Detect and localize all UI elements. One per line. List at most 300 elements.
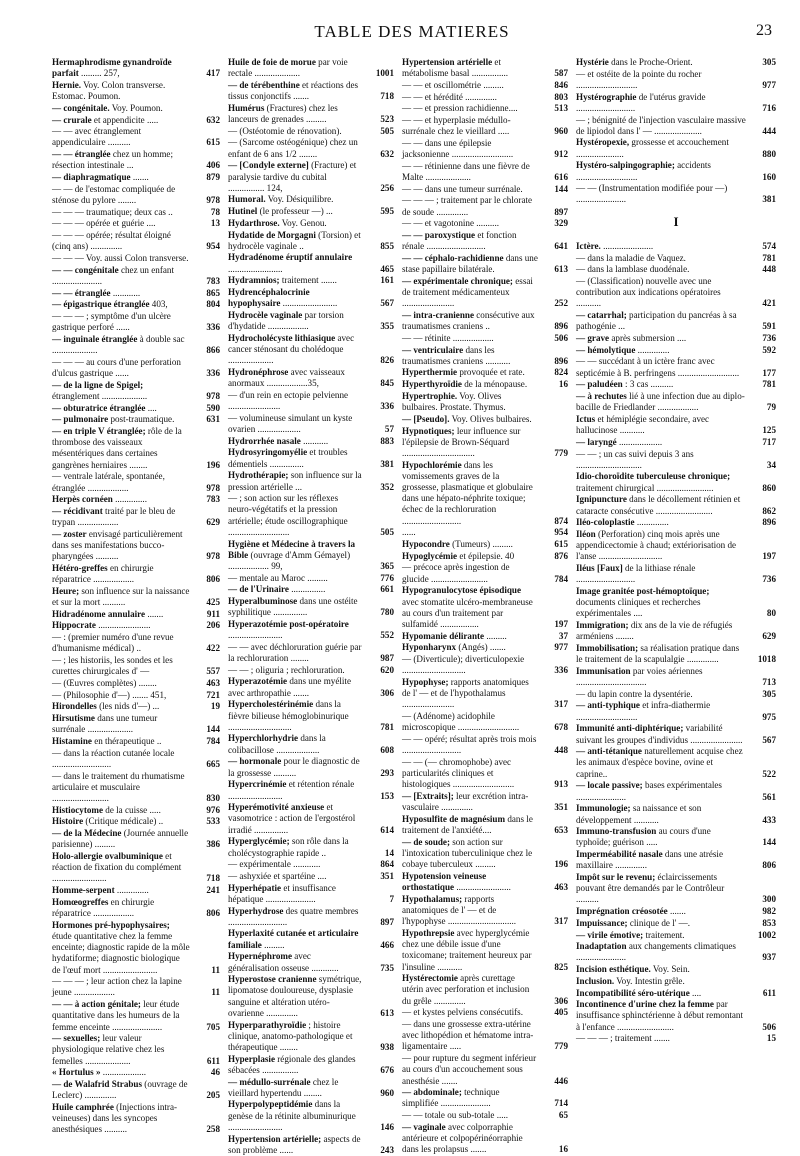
entry-term: Iléus [Faux] — [576, 563, 623, 574]
entry-page-number: 46 — [210, 1067, 220, 1078]
index-entry — [52, 655, 220, 677]
entry-page-number: 860 — [762, 482, 776, 493]
entry-details: chez un homme; résection intestinale ... — [52, 149, 173, 171]
index-entry — [402, 1007, 568, 1018]
entry-term: Hystérectomie — [402, 973, 458, 984]
entry-term: Hypogranulocytose épisodique — [402, 585, 521, 596]
entry-page-number: 783 — [206, 275, 220, 286]
entry-details: — mentale au Maroc ......... — [228, 572, 328, 583]
index-entry — [402, 218, 568, 229]
entry-term: Inclusion. — [576, 975, 615, 986]
entry-details: — — dans une tumeur surrénale. — [402, 183, 523, 194]
index-entry — [402, 1053, 568, 1087]
entry-term: Imperméabilité nasale — [576, 849, 663, 860]
entry-details: rapports anatomiques de l' — et de l'hypophyse .............................. — [402, 893, 517, 927]
entry-details: (Tumeurs) ......... — [449, 539, 513, 550]
entry-details: et vasomotrice : action de l'ergostérol irradié ............... — [228, 802, 356, 835]
entry-term: — — étranglée — [52, 287, 111, 298]
entry-page-number: 611 — [206, 1055, 220, 1066]
entry-details: — — totale ou sub-totale ..... — [402, 1110, 509, 1121]
entry-details: ................... — [100, 1067, 146, 1078]
index-entry — [228, 699, 394, 733]
entry-term: — [Condyle externe] — [228, 160, 309, 171]
index-column-2 — [228, 57, 394, 1155]
index-entry — [576, 160, 776, 182]
entry-page-number: 784 — [554, 573, 568, 584]
index-entry — [402, 391, 568, 413]
entry-details: ........................ — [228, 263, 283, 274]
entry-details: — — ; un cas suivi depuis 3 ans ............................. — [576, 448, 694, 470]
entry-page-number: 615 — [206, 137, 220, 148]
index-entry — [576, 666, 776, 688]
entry-details: dans une myélite avec arthropathie ....... — [228, 676, 351, 698]
entry-term: Hypnotiques; — [402, 425, 455, 436]
entry-page-number: 713 — [762, 677, 776, 688]
entry-term: — vaginale — [402, 1121, 446, 1132]
entry-details: participation du pancréas à sa pathogénie ... — [576, 310, 737, 332]
entry-details: et hémiplégie secondaire, avec hallucinose ........... — [576, 413, 710, 436]
index-entry — [402, 184, 568, 195]
entry-details: dans le Proche-Orient. — [608, 57, 693, 67]
index-entry — [576, 689, 776, 700]
index-entry — [52, 426, 220, 471]
index-entry — [228, 1077, 394, 1099]
index-column-3 — [402, 57, 568, 1155]
entry-page-number: 960 — [554, 126, 568, 137]
index-entry — [402, 460, 568, 527]
index-entry — [228, 230, 394, 252]
entry-details: — pour rupture du segment inférieur au cours d'un accouchement sous anesthésie ....... — [402, 1053, 537, 1086]
entry-term: Incontinence d'urine chez la femme — [576, 999, 714, 1010]
entry-term: — intra-cranienne — [402, 309, 474, 320]
entry-details: — — avec étranglement appendiculaire .......... — [52, 126, 142, 148]
entry-details: — : (premier numéro d'une revue d'humanisme médical) .. — [52, 632, 174, 654]
entry-term: Hypomanie délirante — [402, 630, 485, 641]
entry-page-number: 714 — [554, 1098, 568, 1109]
index-entry — [576, 930, 776, 941]
index-entry — [228, 676, 394, 698]
entry-details: et métabolisme basal ................ — [402, 57, 509, 79]
entry-term: — médullo-surrénale — [228, 1076, 311, 1087]
entry-term: Hyperhépatie — [228, 882, 282, 893]
entry-page-number: 552 — [380, 630, 394, 641]
entry-details: — ventrale latérale, spontanée, étranglée .................. — [52, 471, 165, 493]
entry-term: Immigration; — [576, 620, 629, 631]
entry-term: — épigastrique étranglée — [52, 299, 150, 310]
entry-page-number: 896 — [554, 355, 568, 366]
entry-term: Impuissance; — [576, 917, 628, 928]
entry-term: Idio-choroïdite tuberculeuse chronique; — [576, 471, 731, 482]
entry-details: — — — opérée et guérie .... — [52, 218, 156, 229]
index-entry — [52, 736, 220, 747]
entry-page-number: 557 — [206, 666, 220, 677]
entry-details: ............ — [110, 287, 141, 298]
entry-details: avec hyperglycémie chez une débile issue d'une toxicomane; traitement heureux par l'insuline ........... — [402, 927, 532, 972]
index-entry — [576, 529, 776, 563]
index-entry — [576, 137, 776, 159]
entry-page-number: 293 — [380, 767, 394, 778]
index-entry — [228, 871, 394, 882]
entry-details: dans la fièvre bilieuse hémoglobinurique ............................ — [228, 699, 349, 732]
entry-page-number: 146 — [380, 1121, 394, 1132]
index-entry — [576, 849, 776, 871]
entry-page-number: 781 — [762, 252, 776, 263]
entry-details: — — (— chromophobe) avec particularités cliniques et histologiques ........................... — [402, 756, 515, 790]
entry-page-number: 125 — [762, 425, 776, 436]
entry-details: leur étude quantitative dans les humeurs de la femme enceinte ...................... — [52, 999, 180, 1032]
entry-details: (le professeur —) ... — [257, 206, 333, 217]
entry-term: Huile de foie de morue — [228, 57, 316, 67]
entry-page-number: 463 — [206, 677, 220, 688]
entry-term: Heure; — [52, 585, 80, 596]
entry-page-number: 736 — [762, 332, 776, 343]
entry-page-number: 336 — [380, 401, 394, 412]
entry-details: bases expérimentales ...................... — [576, 780, 722, 802]
entry-term: — congénitale. — [52, 102, 110, 113]
entry-term: Hyposulfite de magnésium — [402, 813, 506, 824]
entry-details: 403, — [149, 299, 168, 310]
entry-page-number: 735 — [380, 962, 394, 973]
entry-term: — — congénitale — [52, 264, 119, 275]
entry-page-number: 144 — [206, 724, 220, 735]
entry-details: et épilepsie. 40 — [457, 550, 515, 561]
entry-details: rôle de la thrombose des vaisseaux mésentériques dans certaines gangrènes herniaires ........ — [52, 426, 182, 470]
entry-page-number: 629 — [762, 631, 776, 642]
index-entry — [228, 470, 394, 492]
entry-page-number: 425 — [206, 597, 220, 608]
entry-page-number: 13 — [210, 218, 220, 229]
entry-page-number: 632 — [380, 148, 394, 159]
entry-details: — ashyxiée et spartéine .... — [228, 870, 327, 881]
index-entry — [228, 779, 394, 801]
entry-details: après curettage utérin avec perforation et inclusion du grêle .............. — [402, 973, 530, 1006]
entry-details: (Angés) ....... — [456, 642, 506, 653]
index-entry — [52, 563, 220, 585]
entry-term: Hypertension artérielle — [402, 57, 493, 67]
entry-term: Impôt sur le revenu; — [576, 872, 656, 883]
entry-details: — volumineuse simulant un kyste ovarien ................... — [228, 412, 353, 434]
entry-term: Hyperthyroïdie — [402, 379, 462, 390]
index-entry — [402, 539, 568, 550]
index-entry — [576, 563, 776, 585]
entry-details: (ouvrage de Leclerc) .............. — [52, 1079, 188, 1101]
index-entry — [576, 999, 776, 1033]
entry-details: (Torsion) et hydrocèle vaginale .. — [228, 229, 361, 251]
index-entry — [402, 928, 568, 973]
index-entry — [228, 218, 394, 229]
entry-page-number: 19 — [210, 701, 220, 712]
index-entry — [576, 414, 776, 436]
index-entry — [402, 1110, 568, 1121]
entry-page-number: 830 — [206, 793, 220, 803]
entry-page-number: 665 — [206, 758, 220, 769]
entry-details: — — rétinienne dans une fièvre de Malte .................... — [402, 160, 530, 183]
entry-details: éclaircissements pouvant être demandés par le Contrôleur .......... — [576, 872, 725, 905]
entry-page-number: 982 — [762, 906, 776, 917]
entry-page-number: 976 — [206, 804, 220, 815]
index-entry — [402, 551, 568, 562]
entry-details: ............... — [288, 584, 326, 595]
entry-details: consécutive aux traumatismes craniens .. — [402, 309, 535, 332]
entry-page-number: 784 — [206, 735, 220, 746]
entry-page-number: 422 — [206, 643, 220, 654]
index-entry — [402, 585, 568, 630]
index-entry — [402, 103, 568, 114]
entry-page-number: 34 — [766, 459, 776, 470]
index-column-4 — [576, 57, 776, 1075]
entry-page-number: 783 — [206, 494, 220, 505]
entry-term: — en triple V étranglée; — [52, 426, 146, 436]
entry-page-number: 653 — [554, 825, 568, 836]
index-entry — [52, 690, 220, 701]
entry-details: et infra-diathermie ........................... — [576, 700, 711, 722]
entry-page-number: 78 — [210, 206, 220, 217]
entry-term: — à rechutes — [576, 390, 627, 401]
index-column-1 — [52, 57, 220, 1135]
entry-term: Hypertrophie. — [402, 390, 458, 401]
entry-term: — de la ligne de Spigel; — [52, 379, 144, 390]
index-entry — [402, 837, 568, 871]
entry-page-number: 300 — [762, 894, 776, 905]
entry-term: — grave — [576, 332, 610, 343]
entry-details: avec généralisation osseuse ............ — [228, 951, 339, 973]
entry-details: — ; bénignité de l'injection vasculaire massive de lipiodol dans l' — ..................... — [576, 114, 746, 136]
index-entry — [52, 586, 220, 608]
index-entry — [402, 115, 568, 137]
entry-page-number: 506 — [554, 332, 568, 343]
index-entry — [576, 69, 776, 91]
entry-page-number: 205 — [206, 1090, 220, 1101]
entry-term: Imprégnation créosotée — [576, 906, 668, 917]
entry-page-number: 590 — [206, 402, 220, 413]
entry-details: variabilité suivant les groupes d'individus ....................... — [576, 723, 743, 745]
index-entry — [576, 906, 776, 917]
index-entry — [576, 988, 776, 999]
entry-details: étranglement .................... — [52, 390, 148, 401]
entry-term: Incision esthétique. — [576, 964, 651, 975]
entry-details: ......... 257, — [78, 68, 120, 79]
entry-details: ...................... — [600, 240, 654, 251]
index-entry — [52, 311, 220, 333]
entry-details: — — ; oliguria ; rechloruration. — [228, 664, 345, 675]
index-entry — [52, 609, 220, 620]
entry-page-number: 779 — [554, 1041, 568, 1052]
entry-page-number: 448 — [762, 264, 776, 275]
index-entry — [402, 414, 568, 425]
index-entry — [52, 1067, 220, 1078]
entry-term: Hyperhydrose — [228, 905, 284, 916]
section-letter: I — [673, 213, 679, 229]
index-entry — [228, 275, 394, 286]
index-entry — [228, 252, 394, 274]
entry-page-number: 153 — [380, 790, 394, 801]
entry-term: Hydrosyringomyélie — [228, 447, 308, 458]
index-entry — [52, 126, 220, 148]
entry-page-number: 866 — [206, 345, 220, 356]
index-entry — [228, 836, 394, 858]
entry-term: Hydatide de Morgagni — [228, 229, 316, 240]
index-entry — [52, 529, 220, 563]
entry-details: et insuffisance hépatique ...................... — [228, 882, 336, 904]
entry-details: — — succédant à un ictère franc avec septicémie à B. perfringens ........................... — [576, 356, 740, 378]
entry-term: Hydrorrhée nasale — [228, 435, 301, 446]
entry-term: — ventriculaire — [402, 344, 464, 355]
entry-details: — (Adénome) acidophile microscopique ........................... — [402, 711, 520, 733]
entry-details: ................... — [616, 436, 663, 447]
index-entry — [228, 413, 394, 435]
index-entry — [402, 654, 568, 676]
entry-details: — — (Instrumentation modifiée pour —) ...................... — [576, 183, 728, 205]
entry-page-number: 718 — [206, 873, 220, 884]
entry-term: — de soude; — [402, 836, 450, 847]
index-entry — [576, 57, 776, 68]
index-entry — [228, 160, 394, 194]
index-entry — [52, 103, 220, 114]
entry-details: dix ans de la vie de réfugiés arméniens ........ — [576, 620, 733, 642]
entry-page-number: 65 — [558, 1110, 568, 1121]
index-entry — [52, 80, 220, 102]
entry-details: — — et vagotonine .......... — [402, 218, 499, 229]
index-entry — [402, 527, 568, 538]
entry-term: — — à action génitale; — [52, 999, 141, 1010]
entry-page-number: 1002 — [757, 929, 776, 940]
entry-details: après submersion .... — [609, 332, 687, 343]
index-entry — [228, 310, 394, 332]
entry-details: au cours d'une typhoïde; guérison ..... — [576, 826, 711, 848]
index-entry — [576, 872, 776, 906]
index-entry — [52, 471, 220, 493]
entry-term: — catarrhal; — [576, 310, 627, 321]
entry-details: ; histoire clinique, anatomo-pathologique et thérapeutique ........ — [228, 1019, 353, 1052]
index-entry — [402, 230, 568, 252]
entry-page-number: 978 — [206, 194, 220, 205]
entry-term: Hypoglycémie — [402, 550, 458, 561]
entry-page-number: 705 — [206, 1021, 220, 1032]
entry-details: traitement ....... — [279, 275, 337, 286]
entry-details: Voy. Olives bulbaires. — [449, 413, 532, 424]
entry-page-number: 825 — [554, 961, 568, 972]
entry-page-number: 16 — [558, 379, 568, 390]
entry-page-number: 7 — [389, 893, 394, 904]
index-entry — [576, 517, 776, 528]
index-entry — [576, 333, 776, 344]
index-entry — [52, 149, 220, 171]
entry-term: Hirsutisme — [52, 713, 95, 724]
entry-details: — — — ; traitement par le chlorate de soude .............. — [402, 195, 533, 217]
entry-term: Hydramnios; — [228, 275, 280, 286]
entry-term: — récidivant — [52, 505, 103, 516]
entry-details: dans une tumeur surrénale .................... — [52, 713, 158, 735]
entry-details: — (Diverticule); diverticulopexie ............................ — [402, 654, 525, 676]
entry-page-number: 975 — [762, 711, 776, 722]
entry-term: Histamine — [52, 735, 92, 746]
entry-details: dans le traitement de l'anxiété.... — [402, 813, 533, 836]
entry-page-number: 804 — [206, 299, 220, 310]
index-entry — [52, 218, 220, 229]
entry-term: — paludéen — [576, 379, 623, 390]
index-entry — [228, 1134, 394, 1156]
entry-page-number: 336 — [206, 322, 220, 333]
entry-page-number: 406 — [206, 160, 220, 171]
index-entry — [52, 184, 220, 206]
index-entry — [576, 115, 776, 137]
index-entry — [52, 357, 220, 379]
entry-details: chez le vieillard hypertendu ........ — [228, 1076, 339, 1098]
entry-page-number: 883 — [380, 435, 394, 446]
entry-details: dans les traumatismes craniens ........... — [402, 344, 511, 366]
entry-term: — inguinale étranglée — [52, 333, 138, 344]
entry-page-number: 717 — [762, 436, 776, 447]
entry-page-number: 806 — [762, 860, 776, 871]
entry-page-number: 977 — [554, 642, 568, 653]
entry-term: Hygiène et Médecine à travers la Bible — [228, 538, 356, 560]
entry-term: — expérimentale chronique; — [402, 275, 513, 286]
entry-details: dans le décollement rétinien et cataracte consécutive ......................... — [576, 494, 741, 516]
entry-details: son influence sur la pression artérielle ... — [228, 470, 362, 492]
index-entry — [52, 414, 220, 425]
index-entry — [402, 138, 568, 160]
entry-term: Hypothalamus; — [402, 893, 463, 904]
entry-page-number: 613 — [554, 264, 568, 275]
entry-details: — (Sarcome ostéogénique) chez un enfant de 6 ans 1/2 ........ — [228, 137, 358, 159]
entry-details: naturellement acquise chez les animaux d'espèce bovine, ovine et caprine.. — [576, 746, 743, 779]
entry-term: Hypercrinémie — [228, 779, 287, 790]
index-entry — [52, 920, 220, 976]
entry-page-number: 386 — [206, 839, 220, 850]
entry-page-number: 978 — [206, 551, 220, 562]
entry-page-number: 144 — [554, 183, 568, 194]
entry-page-number: 846 — [554, 79, 568, 90]
index-entry — [402, 276, 568, 310]
entry-details: — (Œuvres complètes) ........ — [52, 677, 157, 688]
index-entry — [228, 436, 394, 447]
entry-details: et troubles démentiels ............... — [228, 447, 348, 469]
entry-page-number: 853 — [762, 917, 776, 928]
entry-page-number: 37 — [558, 630, 568, 641]
entry-page-number: 561 — [762, 791, 776, 802]
entry-page-number: 632 — [206, 114, 220, 125]
entry-term: Hypothrepsie — [402, 927, 455, 938]
entry-page-number: 14 — [384, 847, 394, 858]
entry-page-number: 879 — [206, 172, 220, 183]
entry-term: — hémolytique — [576, 344, 636, 355]
entry-details: — — — ; symptôme d'un ulcère gastrique perforé ...... — [52, 310, 171, 333]
entry-page-number: 721 — [206, 689, 220, 700]
entry-details: dans la colibacillose ................... — [228, 733, 326, 755]
entry-page-number: 80 — [766, 608, 776, 619]
entry-page-number: 987 — [380, 653, 394, 664]
index-entry — [52, 748, 220, 770]
entry-details: symétrique, lipomatose douloureuse, dysplasie sanguine et altération utéro-ovarienne .............. — [228, 974, 362, 1018]
index-entry — [576, 471, 776, 493]
index-entry — [52, 897, 220, 919]
index-entry — [576, 780, 776, 802]
entry-term: Humérus — [228, 102, 265, 113]
index-entry — [228, 584, 394, 595]
entry-page-number: 160 — [762, 171, 776, 182]
entry-details: et rétention rénale ........................ — [228, 779, 355, 801]
index-entry — [576, 918, 776, 929]
index-entry — [52, 334, 220, 356]
index-entry — [228, 493, 394, 538]
entry-term: Immunologie; — [576, 803, 631, 814]
entry-page-number: 826 — [380, 355, 394, 366]
entry-page-number: 522 — [762, 768, 776, 779]
entry-details: ....... — [130, 172, 149, 183]
index-entry — [52, 230, 220, 252]
entry-page-number: 954 — [206, 241, 220, 252]
entry-term: — hormonale — [228, 756, 282, 767]
